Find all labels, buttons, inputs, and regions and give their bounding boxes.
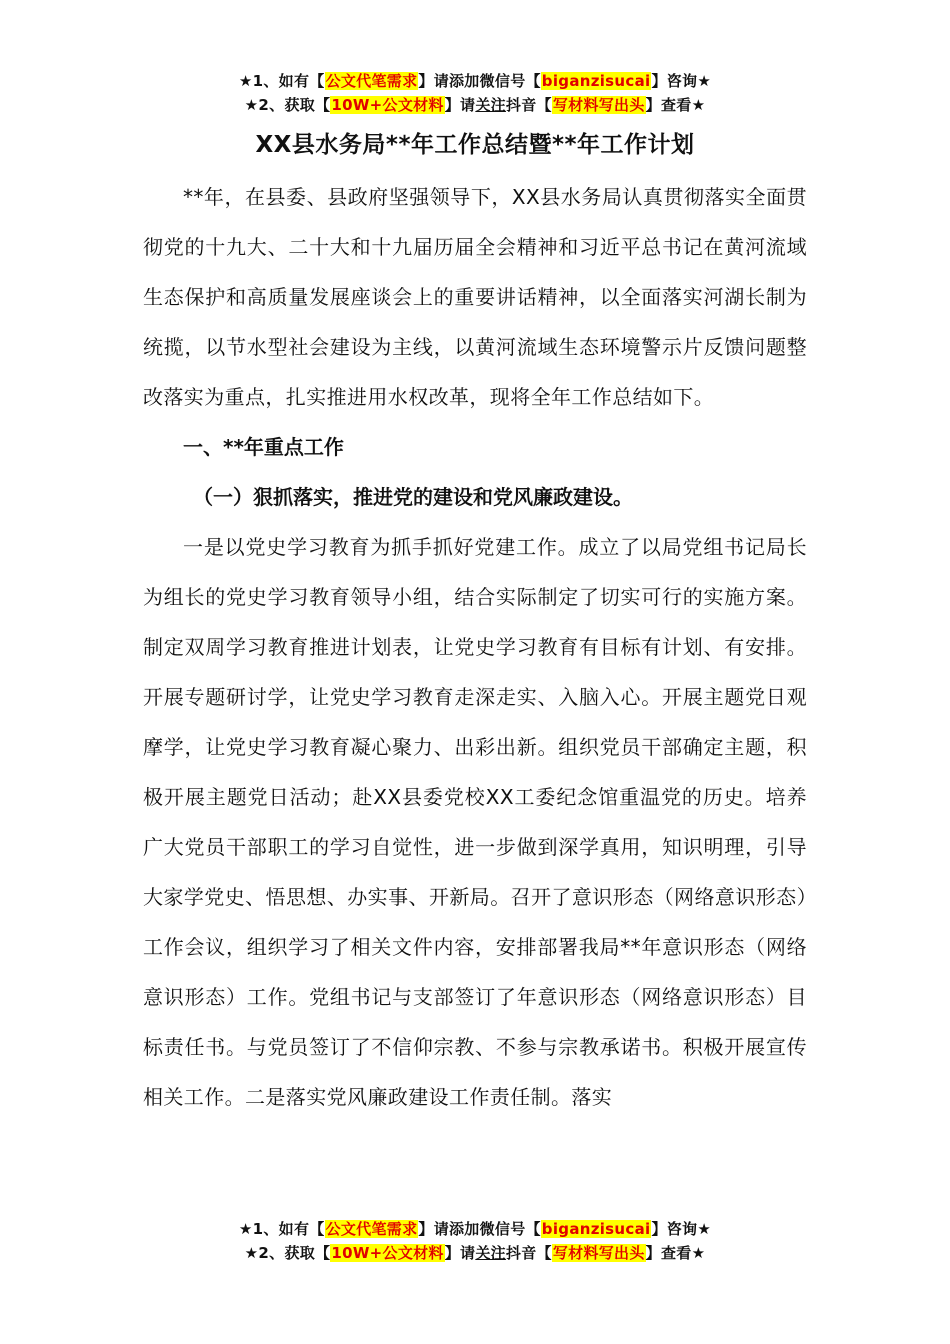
- ad-text: 】咨询★: [651, 1220, 712, 1238]
- ad-text: ★1、如有【: [238, 72, 325, 90]
- document-title: XX县水务局**年工作总结暨**年工作计划: [255, 132, 695, 158]
- ad-text: 】请: [444, 1244, 476, 1262]
- ad-highlight: 公文代笔需求: [325, 1220, 418, 1238]
- ad-text: 】咨询★: [651, 72, 712, 90]
- ad-text: 抖音【: [505, 1244, 552, 1262]
- body-paragraph: 一是以党史学习教育为抓手抓好党建工作。成立了以局党组书记局长为组长的党史学习教育领导小组，结合实际制定了切实可行的实施方案。制定双周学习教育推进计划表，让党史学习教育有目标有计划、有安排。开展专题研讨学，让党史学习教育走深走实、入脑入心。开展主题党日观摩学，让党史学习教育凝心聚力、出彩出新。组织党员干部确定主题，积极开展主题党日活动；赴XX县委党校XX工委纪念馆重温党的历史。培养广大党员干部职工的学习自觉性，进一步做到深学真用，知识明理，引导大家学党史、悟思想、办实事、开新局。召开了意识形态（网络意识形态）工作会议，组织学习了相关文件内容，安排部署我局**年意识形态（网络意识形态）工作。党组书记与支部签订了年意识形态（网络意识形态）目标责任书。与党员签订了不信仰宗教、不参与宗教承诺书。积极开展宣传相关工作。二是落实党风廉政建设工作责任制。落实: [143, 535, 807, 1109]
- intro-paragraph: **年，在县委、县政府坚强领导下，XX县水务局认真贯彻落实全面贯彻党的十九大、二十大和十九届历届全会精神和习近平总书记在黄河流域生态保护和高质量发展座谈会上的重要讲话精神，以全面落实河湖长制为统揽，以节水型社会建设为主线，以黄河流域生态环境警示片反馈问题整改落实为重点，扎实推进用水权改革，现将全年工作总结如下。: [143, 185, 807, 409]
- ad-highlight: 公文代笔需求: [325, 72, 418, 90]
- ad-text: 】请: [444, 96, 476, 114]
- douyin-id-highlight: 写材料写出头: [552, 1244, 645, 1262]
- ad-text: 】查看★: [645, 1244, 706, 1262]
- ad-text: 抖音【: [505, 96, 552, 114]
- ad-text: 】查看★: [645, 96, 706, 114]
- header-ad-line-2: [0, 94, 950, 116]
- ad-highlight: 10W+公文材料: [331, 1244, 444, 1262]
- header-ad-line-1: [0, 70, 950, 92]
- douyin-id-highlight: 写材料写出头: [552, 96, 645, 114]
- ad-text: ★2、获取【: [244, 1244, 331, 1262]
- ad-underlined-text: 关注: [475, 96, 506, 114]
- footer-ad-line-1: [0, 1218, 950, 1240]
- ad-text: ★2、获取【: [244, 96, 331, 114]
- wechat-id-highlight: biganzisucai: [541, 1220, 651, 1238]
- ad-text: 】请添加微信号【: [418, 72, 541, 90]
- footer-ad-line-2: [0, 1242, 950, 1264]
- document-body: [143, 172, 807, 1122]
- ad-text: ★1、如有【: [238, 1220, 325, 1238]
- ad-underlined-text: 关注: [475, 1244, 506, 1262]
- ad-text: 】请添加微信号【: [418, 1220, 541, 1238]
- section-heading: 一、**年重点工作: [183, 435, 344, 459]
- wechat-id-highlight: biganzisucai: [541, 72, 651, 90]
- ad-highlight: 10W+公文材料: [331, 96, 444, 114]
- subsection-heading: （一）狠抓落实，推进党的建设和党风廉政建设。: [193, 485, 633, 509]
